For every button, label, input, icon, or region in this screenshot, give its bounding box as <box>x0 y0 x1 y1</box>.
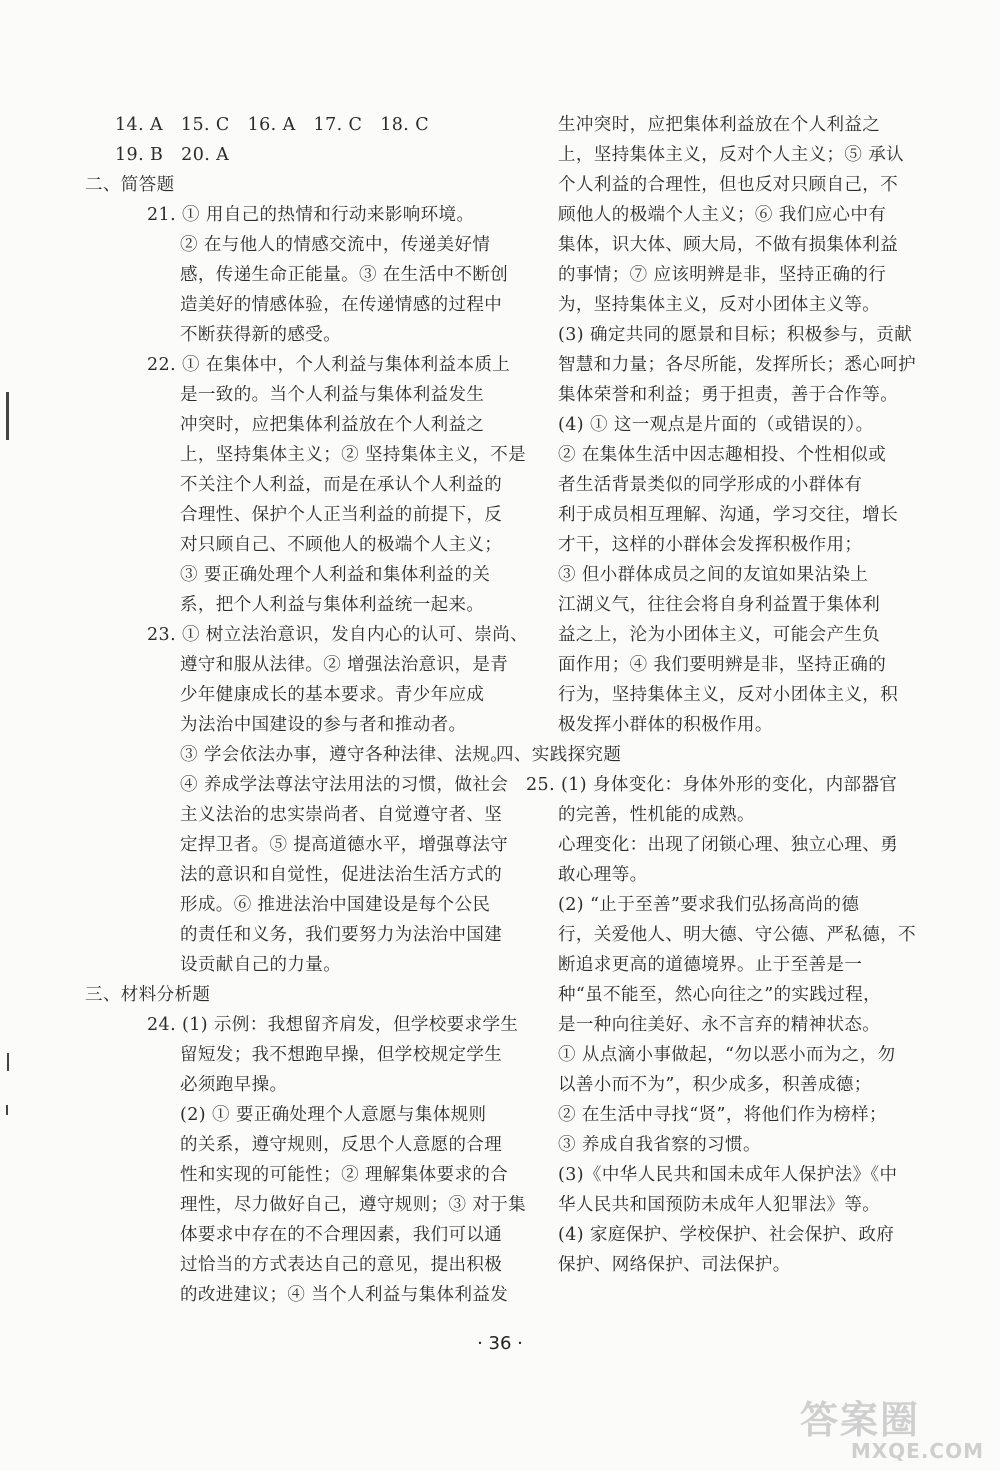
left-column-line: 系，把个人利益与集体利益统一起来。 <box>180 595 485 615</box>
right-column-line: 是一种向往美好、永不言弃的精神状态。 <box>558 1015 881 1035</box>
scan-artifact <box>7 1053 9 1071</box>
right-column-line: 面作用；④ 我们要明辨是非，坚持正确的 <box>558 655 887 675</box>
right-column-line: 极发挥小群体的积极作用。 <box>558 715 773 735</box>
left-column-line: 的改进建议；④ 当个人利益与集体利益发 <box>180 1285 509 1305</box>
right-column-line: ② 在生活中寻找“贤”，将他们作为榜样； <box>558 1105 887 1125</box>
right-column-line: 保护、网络保护、司法保护。 <box>558 1255 791 1275</box>
left-column-line: 的责任和义务，我们要努力为法治中国建 <box>180 925 503 945</box>
right-column-line: 25. (1) 身体变化：身体外形的变化，内部器官 <box>526 775 898 795</box>
left-column-line: ② 在与他人的情感交流中，传递美好情 <box>180 235 491 255</box>
left-column-line: 上，坚持集体主义；② 坚持集体主义，不是 <box>180 445 527 465</box>
scan-artifact <box>6 392 9 440</box>
left-column-line: 性和实现的可能性；② 理解集体要求的合 <box>180 1165 509 1185</box>
right-column-line: 种“虽不能至，然心向往之”的实践过程， <box>558 985 881 1005</box>
right-column-line: 利于成员相互理解、沟通，学习交往，增长 <box>558 505 899 525</box>
right-column-line: ② 在集体生活中因志趣相投、个性相似或 <box>558 445 887 465</box>
right-column-line: 行，关爱他人、明大德、守公德、严私德，不 <box>558 925 916 945</box>
left-column-line: 少年健康成长的基本要求。青少年应成 <box>180 685 485 705</box>
right-column-line: (4) ① 这一观点是片面的（或错误的）。 <box>558 415 874 435</box>
right-column-line: 智慧和力量；各尽所能，发挥所长；悉心呵护 <box>558 355 916 375</box>
right-column-line: 才干，这样的小群体会发挥积极作用； <box>558 535 863 555</box>
right-column-line: 华人民共和国预防未成年人犯罪法》等。 <box>558 1195 881 1215</box>
left-column-line: ③ 要正确处理个人利益和集体利益的关 <box>180 565 491 585</box>
left-column <box>85 110 529 1310</box>
right-column-line: 心理变化：出现了闭锁心理、独立心理、勇 <box>558 835 899 855</box>
left-column-line: 设贡献自己的力量。 <box>180 955 342 975</box>
right-column-line: 的事情；⑦ 应该明辨是非，坚持正确的行 <box>558 265 887 285</box>
right-column-line: (2) “止于至善”要求我们弘扬高尚的德 <box>558 895 860 915</box>
left-column-line: 冲突时，应把集体利益放在个人利益之 <box>180 415 485 435</box>
left-column-line: 24. (1) 示例：我想留齐肩发，但学校要求学生 <box>147 1015 519 1035</box>
right-column-line: 以善小而不为”，积少成多，积善成德； <box>558 1075 872 1095</box>
right-column-line: 益之上，沦为小团体主义，可能会产生负 <box>558 625 881 645</box>
left-column-line: 理性，尽力做好自己，遵守规则；③ 对于集 <box>180 1195 527 1215</box>
left-column-line: ③ 学会依法办事，遵守各种法律、法规。 <box>180 745 509 765</box>
left-column-line: 23. ① 树立法治意识，发自内心的认可、崇尚、 <box>147 625 529 645</box>
left-column-line: 二、简答题 <box>85 175 175 195</box>
left-column-line: 体要求中存在的不合理因素，我们可以通 <box>180 1225 503 1245</box>
left-column-line: 为法治中国建设的参与者和推动者。 <box>180 715 467 735</box>
right-column-line: 顾他人的极端个人主义；⑥ 我们应心中有 <box>558 205 887 225</box>
right-column-line: 的完善，性机能的成熟。 <box>558 805 755 825</box>
right-column-line: (3)《中华人民共和国未成年人保护法》《中 <box>558 1165 898 1185</box>
left-column-line: (2) ① 要正确处理个人意愿与集体规则 <box>180 1105 487 1125</box>
left-column-line: 21. ① 用自己的热情和行动来影响环境。 <box>147 205 475 225</box>
left-column-line: 留短发；我不想跑早操，但学校规定学生 <box>180 1045 503 1065</box>
left-column-line: 主义法治的忠实崇尚者、自觉遵守者、坚 <box>180 805 503 825</box>
left-column-line: 不断获得新的感受。 <box>180 325 342 345</box>
left-column-line: 必须跑早操。 <box>180 1075 288 1095</box>
right-column-line: 生冲突时，应把集体利益放在个人利益之 <box>558 115 881 135</box>
left-column-line: ④ 养成学法尊法守法用法的习惯，做社会 <box>180 775 509 795</box>
right-column-line: 行为，坚持集体主义，反对小团体主义，积 <box>558 685 899 705</box>
right-column-line: 上，坚持集体主义，反对个人主义；⑤ 承认 <box>558 145 905 165</box>
right-column-line: 个人利益的合理性，但也反对只顾自己，不 <box>558 175 899 195</box>
left-column-line: 造美好的情感体验，在传递情感的过程中 <box>180 295 503 315</box>
left-column-line: 19. B 20. A <box>115 145 230 165</box>
right-column-line: ① 从点滴小事做起，“勿以恶小而为之，勿 <box>558 1045 896 1065</box>
left-column-line: 三、材料分析题 <box>85 985 211 1005</box>
left-column-line: 过恰当的方式表达自己的意见，提出积极 <box>180 1255 503 1275</box>
watermark-title: 答案圈 <box>800 1398 921 1442</box>
left-column-line: 的关系，遵守规则，反思个人意愿的合理 <box>180 1135 503 1155</box>
left-column-line: 定捍卫者。⑤ 提高道德水平，增强尊法守 <box>180 835 509 855</box>
right-column <box>496 110 916 1280</box>
left-column-line: 14. A 15. C 16. A 17. C 18. C <box>115 115 430 135</box>
right-column-line: 为，坚持集体主义，反对小团体主义等。 <box>558 295 881 315</box>
right-column-line: 集体荣誉和利益；勇于担责，善于合作等。 <box>558 385 899 405</box>
left-column-line: 形成。⑥ 推进法治中国建设是每个公民 <box>180 895 491 915</box>
left-column-line: 不关注个人利益，而是在承认个人利益的 <box>180 475 503 495</box>
right-column-line: ③ 但小群体成员之间的友谊如果沾染上 <box>558 565 869 585</box>
right-column-line: 断追求更高的道德境界。止于至善是一 <box>558 955 863 975</box>
right-column-line: 者生活背景类似的同学形成的小群体有 <box>558 475 863 495</box>
right-column-line: ③ 养成自我省察的习惯。 <box>558 1135 761 1155</box>
watermark-url: MXQE.COM <box>850 1439 984 1463</box>
left-column-line: 22. ① 在集体中，个人利益与集体利益本质上 <box>147 355 511 375</box>
scan-artifact <box>6 1105 8 1115</box>
right-column-line: 集体，识大体、顾大局，不做有损集体利益 <box>558 235 899 255</box>
left-column-line: 对只顾自己、不顾他人的极端个人主义； <box>180 535 503 555</box>
left-column-line: 感，传递生命正能量。③ 在生活中不断创 <box>180 265 509 285</box>
left-column-line: 法的意识和自觉性，促进法治生活方式的 <box>180 865 503 885</box>
right-column-line: (4) 家庭保护、学校保护、社会保护、政府 <box>558 1225 895 1245</box>
watermark-logo <box>800 1400 990 1466</box>
right-column-line: (3) 确定共同的愿景和目标；积极参与，贡献 <box>558 325 913 345</box>
right-column-line: 四、实践探究题 <box>496 745 622 765</box>
left-column-line: 合理性、保护个人正当利益的前提下，反 <box>180 505 503 525</box>
right-column-line: 敢心理等。 <box>558 865 648 885</box>
page-number: · 36 · <box>477 1333 523 1354</box>
right-column-line: 江湖义气，往往会将自身利益置于集体利 <box>558 595 881 615</box>
left-column-line: 是一致的。当个人利益与集体利益发生 <box>180 385 485 405</box>
left-column-line: 遵守和服从法律。② 增强法治意识，是青 <box>180 655 509 675</box>
